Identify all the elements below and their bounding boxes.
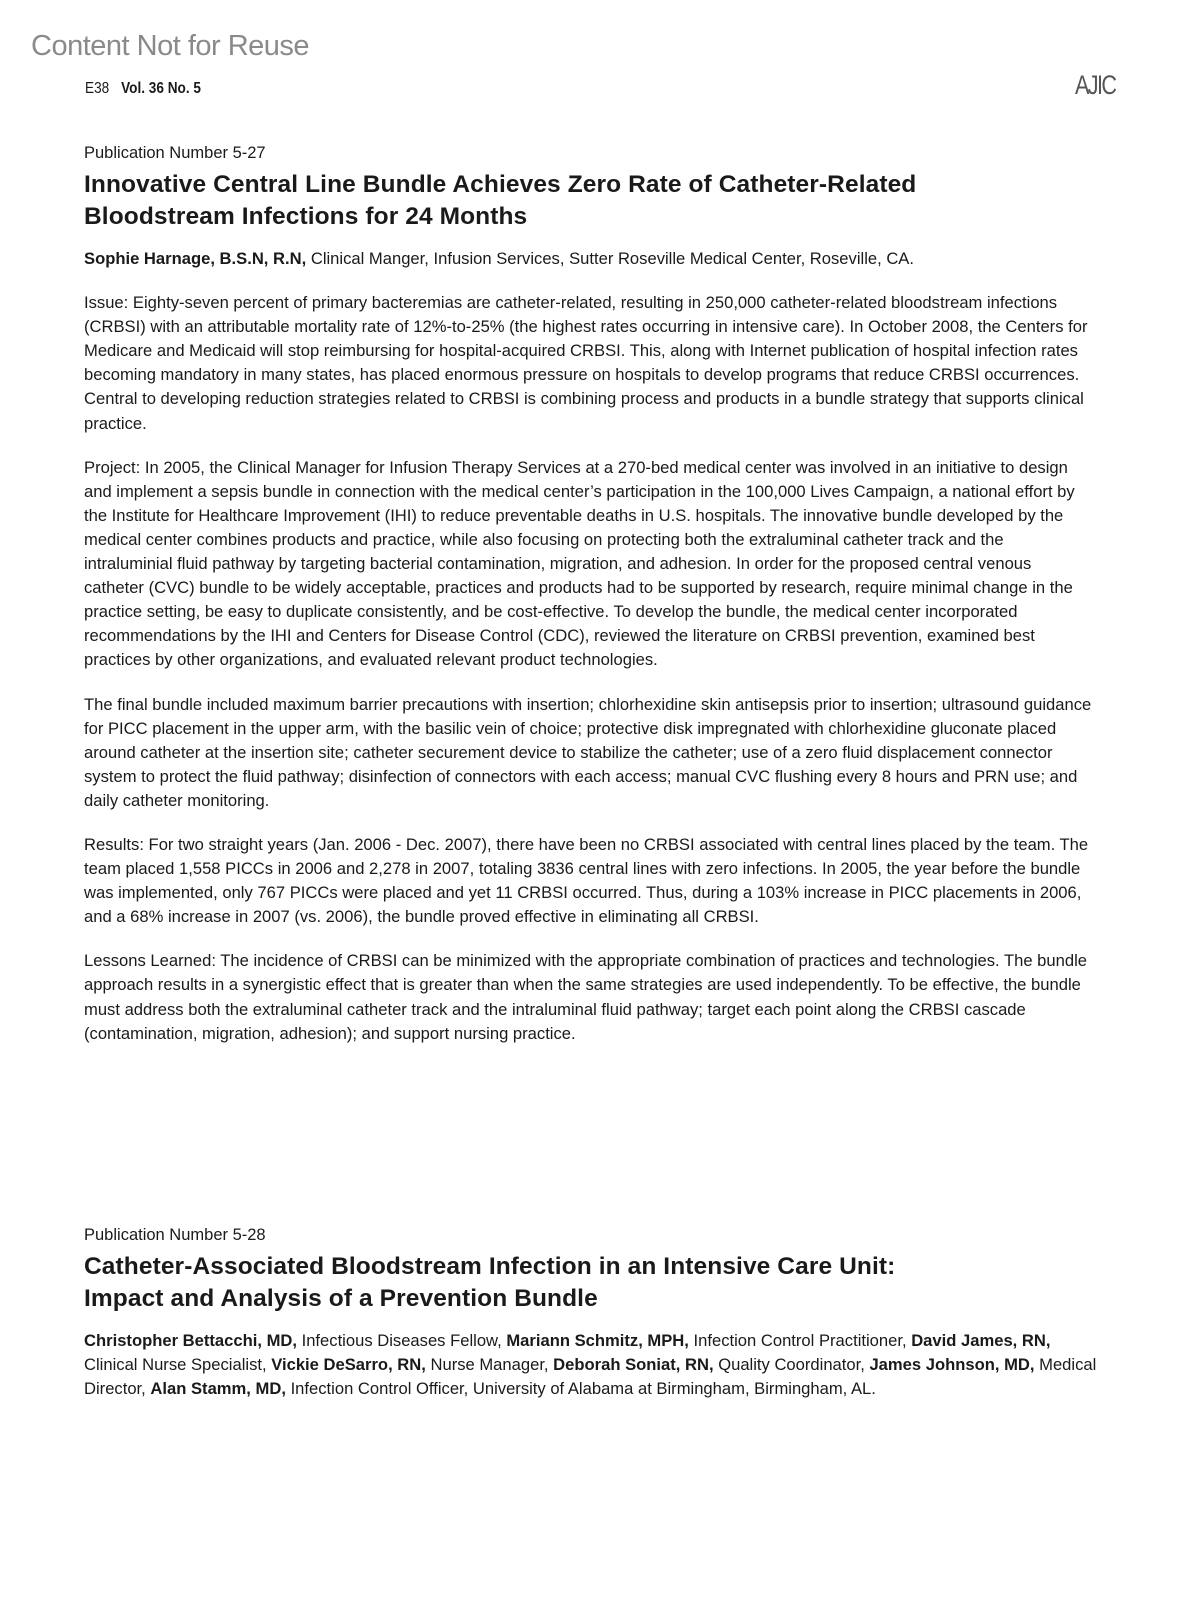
paragraph-results: Results: For two straight years (Jan. 2006 - Dec. 2007), there have been no CRBSI associated with central lines placed by the team. The team placed 1,558 PICCs in 2006 and 2,278 in 2007, totaling 3836 central lines with zero infections. In 2005, the year before the bundle was implemented, only 767 PICCs were placed and yet 11 CRBSI occurred. Thus, during a 103% increase in PICC placements in 2006, and a 68% increase in 2007 (vs. 2006), the bundle proved effective in eliminating all CRBSI. (84, 834, 1089, 927)
paragraph-lessons: Lessons Learned: The incidence of CRBSI can be minimized with the appropriate combination of practices and technologies. The bundle approach results in a synergistic effect that is greater than when the same strategies are used independently. To be effective, the bundle must address both the extraluminal catheter track and the intraluminal fluid pathway; target each point along the CRBSI cascade (contamination, migration, adhesion); and support nursing practice. (84, 951, 1087, 1043)
author-role: Infectious Diseases Fellow, (296, 1331, 507, 1350)
author-name: Alan Stamm, MD, (150, 1379, 286, 1399)
author-role: Medical Director, (84, 1355, 1097, 1399)
author-name: Vickie DeSarro, RN, (271, 1355, 426, 1375)
author-role: Infection Control Practitioner, (688, 1331, 912, 1350)
author-list (84, 1329, 1104, 1401)
title-line: Impact and Analysis of a Prevention Bundle (84, 1285, 598, 1312)
title-line: Bloodstream Infections for 24 Months (84, 203, 528, 230)
publication-number: Publication Number 5-27 (84, 144, 266, 162)
author-role: Nurse Manager, (425, 1355, 554, 1375)
author-name: David James, RN, (911, 1331, 1051, 1350)
author-name: Mariann Schmitz, MPH, (506, 1331, 689, 1350)
author-role: Clinical Manger, Infusion Services, Sutter Roseville Medical Center, Roseville, CA. (306, 249, 914, 268)
author-name: James Johnson, MD, (869, 1355, 1035, 1375)
author-role: Infection Control Officer, University of Alabama at Birmingham, Birmingham, AL. (285, 1379, 876, 1399)
journal-logo: AJIC (1075, 70, 1116, 100)
author-name: Christopher Bettacchi, MD, (84, 1331, 297, 1350)
title-line: Catheter-Associated Bloodstream Infection in an Intensive Care Unit: (84, 1253, 896, 1280)
paragraph-issue: Issue: Eighty-seven percent of primary bacteremias are catheter-related, resulting in 250,000 catheter-related bloodstream infections (CRBSI) with an attributable mortality rate of 12%-to-25% (the highest rates occurring in intensive care). In October 2008, the Centers for Medicare and Medicaid will stop reimbursing for hospital-acquired CRBSI. This, along with Internet publication of hospital infection rates becoming mandatory in many states, has placed enormous pressure on hospitals to develop programs that reduce CRBSI occurrences. Central to developing reduction strategies related to CRBSI is combining process and products in a bundle strategy that supports clinical practice. (84, 293, 1088, 433)
watermark: Content Not for Reuse (31, 30, 310, 62)
title-line: Innovative Central Line Bundle Achieves Zero Rate of Catheter-Related (84, 171, 917, 198)
author-name: Deborah Soniat, RN, (553, 1355, 714, 1375)
volume-issue: Vol. 36 No. 5 (121, 80, 201, 97)
page-number: E38 (85, 80, 110, 97)
author-name: Sophie Harnage, B.S.N, R.N, (84, 249, 307, 268)
article-title (84, 1251, 1104, 1315)
paragraph-project: Project: In 2005, the Clinical Manager for Infusion Therapy Services at a 270-bed medical center was involved in an initiative to design and implement a sepsis bundle in connection with the medical center’s participation in the 100,000 Lives Campaign, a national effort by the Institute for Healthcare Improvement (IHI) to reduce preventable deaths in U.S. hospitals. The innovative bundle developed by the medical center combines products and practice, while also focusing on protecting both the extraluminal catheter track and the intraluminial fluid pathway by targeting bacterial contamination, migration, and adhesion. In order for the proposed central venous catheter (CVC) bundle to be widely acceptable, practices and products had to be supported by research, require minimal change in the practice setting, be easy to duplicate consistently, and be cost-effective. To develop the bundle, the medical center incorporated recommendations by the IHI and Centers for Disease Control (CDC), reviewed the literature on CRBSI prevention, examined best practices by other organizations, and evaluated relevant product technologies. (84, 457, 1075, 670)
article-5-28 (84, 1225, 1104, 1401)
publication-number: Publication Number 5-28 (84, 1226, 266, 1244)
running-header (85, 80, 201, 98)
paragraph-bundle: The final bundle included maximum barrier precautions with insertion; chlorhexidine skin antisepsis prior to insertion; ultrasound guidance for PICC placement in the upper arm, with the basilic vein of choice; protective disk impregnated with chlorhexidine gluconate placed around catheter at the insertion site; catheter securement device to stabilize the catheter; use of a zero fluid displacement connector system to protect the fluid pathway; disinfection of connectors with each access; manual CVC flushing every 8 hours and PRN use; and daily catheter monitoring. (84, 694, 1092, 810)
author-role: Clinical Nurse Specialist, (84, 1355, 272, 1375)
author-role: Quality Coordinator, (713, 1355, 870, 1375)
article-5-27 (84, 143, 1104, 1046)
author-affiliation (84, 247, 1104, 271)
article-title (84, 169, 1104, 233)
